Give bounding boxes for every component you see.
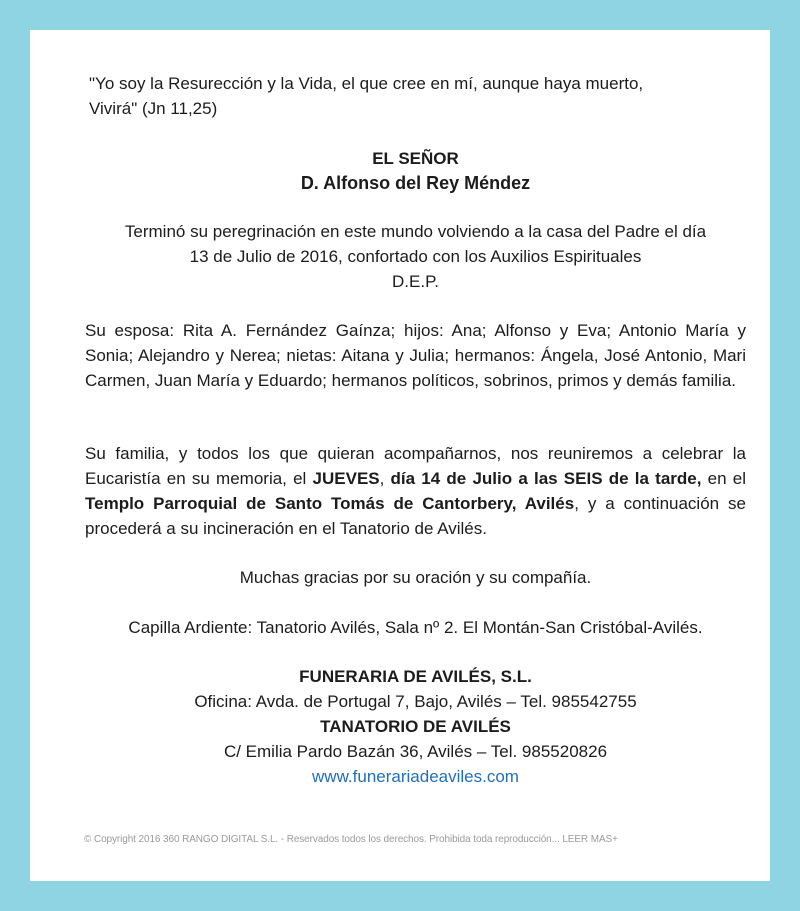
verse-line-2: Vivirá" (Jn 11,25) xyxy=(89,99,218,118)
honorific: EL SEÑOR xyxy=(372,149,459,168)
tanatorio-name: TANATORIO DE AVILÉS xyxy=(320,717,511,736)
website-link[interactable]: www.funerariadeaviles.com xyxy=(312,767,519,786)
rip: D.E.P. xyxy=(392,272,439,291)
funeral-home-name: FUNERARIA DE AVILÉS, S.L. xyxy=(299,667,532,686)
service-paragraph xyxy=(85,441,746,541)
tanatorio-address: C/ Emilia Pardo Bazán 36, Avilés – Tel. 985520826 xyxy=(223,742,608,761)
passing-line-2: 13 de Julio de 2016, confortado con los Auxilios Espirituales xyxy=(189,247,642,266)
funeral-home-info xyxy=(85,664,746,789)
passing-line-1: Terminó su peregrinación en este mundo volviendo a la casa del Padre el día xyxy=(124,222,707,241)
verse-line-1: "Yo soy la Resurección y la Vida, el que cree en mí, aunque haya muerto, xyxy=(89,74,644,93)
bible-verse xyxy=(89,71,729,121)
deceased-name: D. Alfonso del Rey Méndez xyxy=(300,173,531,193)
service-text-2: , xyxy=(379,469,391,488)
obituary-card xyxy=(30,30,770,881)
service-text-4: , y a continuación se procederá a su incineración en el Tanatorio de Avilés. xyxy=(85,494,747,538)
passing-notice xyxy=(85,219,746,294)
service-date-time: día 14 de Julio a las SEIS de la tarde, xyxy=(390,469,702,488)
copyright-notice: © Copyright 2016 360 RANGO DIGITAL S.L. - Reservados todos los derechos. Prohibida toda reproducción... LEER MAS+ xyxy=(84,834,618,845)
service-text-3: en el xyxy=(701,469,746,488)
service-day: JUEVES xyxy=(312,469,380,488)
deceased-title xyxy=(85,146,746,196)
family-paragraph: Su esposa: Rita A. Fernández Gaínza; hijos: Ana; Alfonso y Eva; Antonio María y Sonia; Alejandro y Nerea; nietas: Aitana y Julia; hermanos: Ángela, José Antonio, Mari Carmen, Juan María y Eduardo; hermanos políticos, sobrinos, primos y demás familia. xyxy=(85,321,746,390)
office-address: Oficina: Avda. de Portugal 7, Bajo, Avilés – Tel. 985542755 xyxy=(194,692,637,711)
thanks-line: Muchas gracias por su oración y su compañía. xyxy=(239,568,592,587)
service-text-1: Su familia, y todos los que quieran acompañarnos, nos reuniremos a celebrar la Eucaristía en su memoria, el xyxy=(85,444,746,488)
chapel-line: Capilla Ardiente: Tanatorio Avilés, Sala nº 2. El Montán-San Cristóbal-Avilés. xyxy=(128,618,703,637)
service-place: Templo Parroquial de Santo Tomás de Cantorbery, Avilés xyxy=(85,494,575,513)
